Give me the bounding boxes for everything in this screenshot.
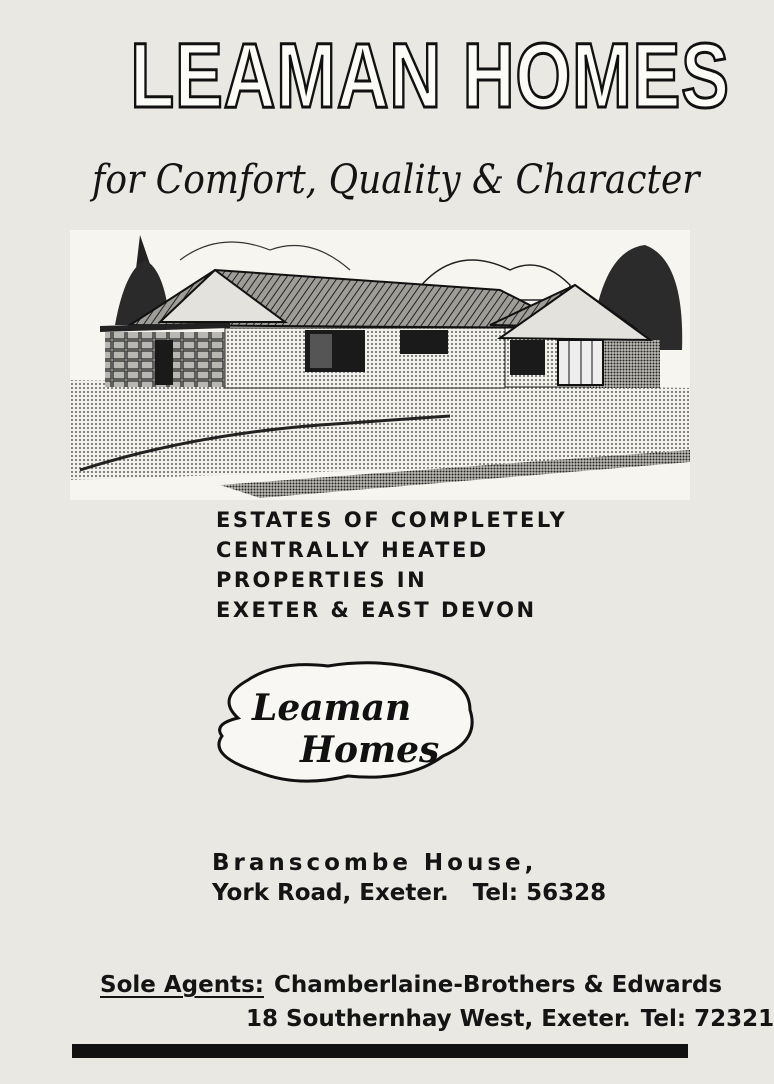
estates-line: CENTRALLY HEATED	[216, 538, 489, 562]
tagline: for Comfort, Quality & Character	[92, 157, 700, 203]
address-telephone: Tel: 56328	[472, 880, 607, 906]
agents-name: Chamberlaine-Brothers & Edwards	[273, 972, 723, 998]
agents-address: 18 Southernhay West, Exeter.	[246, 1006, 631, 1032]
address-line1: Branscombe House,	[212, 850, 538, 876]
estates-text	[216, 505, 596, 625]
estates-line: PROPERTIES IN	[216, 568, 428, 592]
address-block	[212, 848, 632, 908]
agents-telephone: Tel: 72321	[640, 1006, 774, 1032]
estates-line: ESTATES OF COMPLETELY	[216, 508, 568, 532]
address-line2: York Road, Exeter.	[212, 880, 449, 906]
headline: LEAMAN HOMES	[130, 25, 730, 127]
estates-line: EXETER & EAST DEVON	[216, 598, 537, 622]
bottom-rule	[72, 1044, 688, 1058]
logo-line1: Leaman	[252, 687, 412, 729]
agents-label: Sole Agents:	[100, 972, 264, 998]
logo-line2: Homes	[300, 729, 440, 771]
sole-agents-block	[100, 968, 774, 1036]
house-illustration	[70, 230, 690, 500]
leaman-homes-logo	[208, 658, 480, 788]
